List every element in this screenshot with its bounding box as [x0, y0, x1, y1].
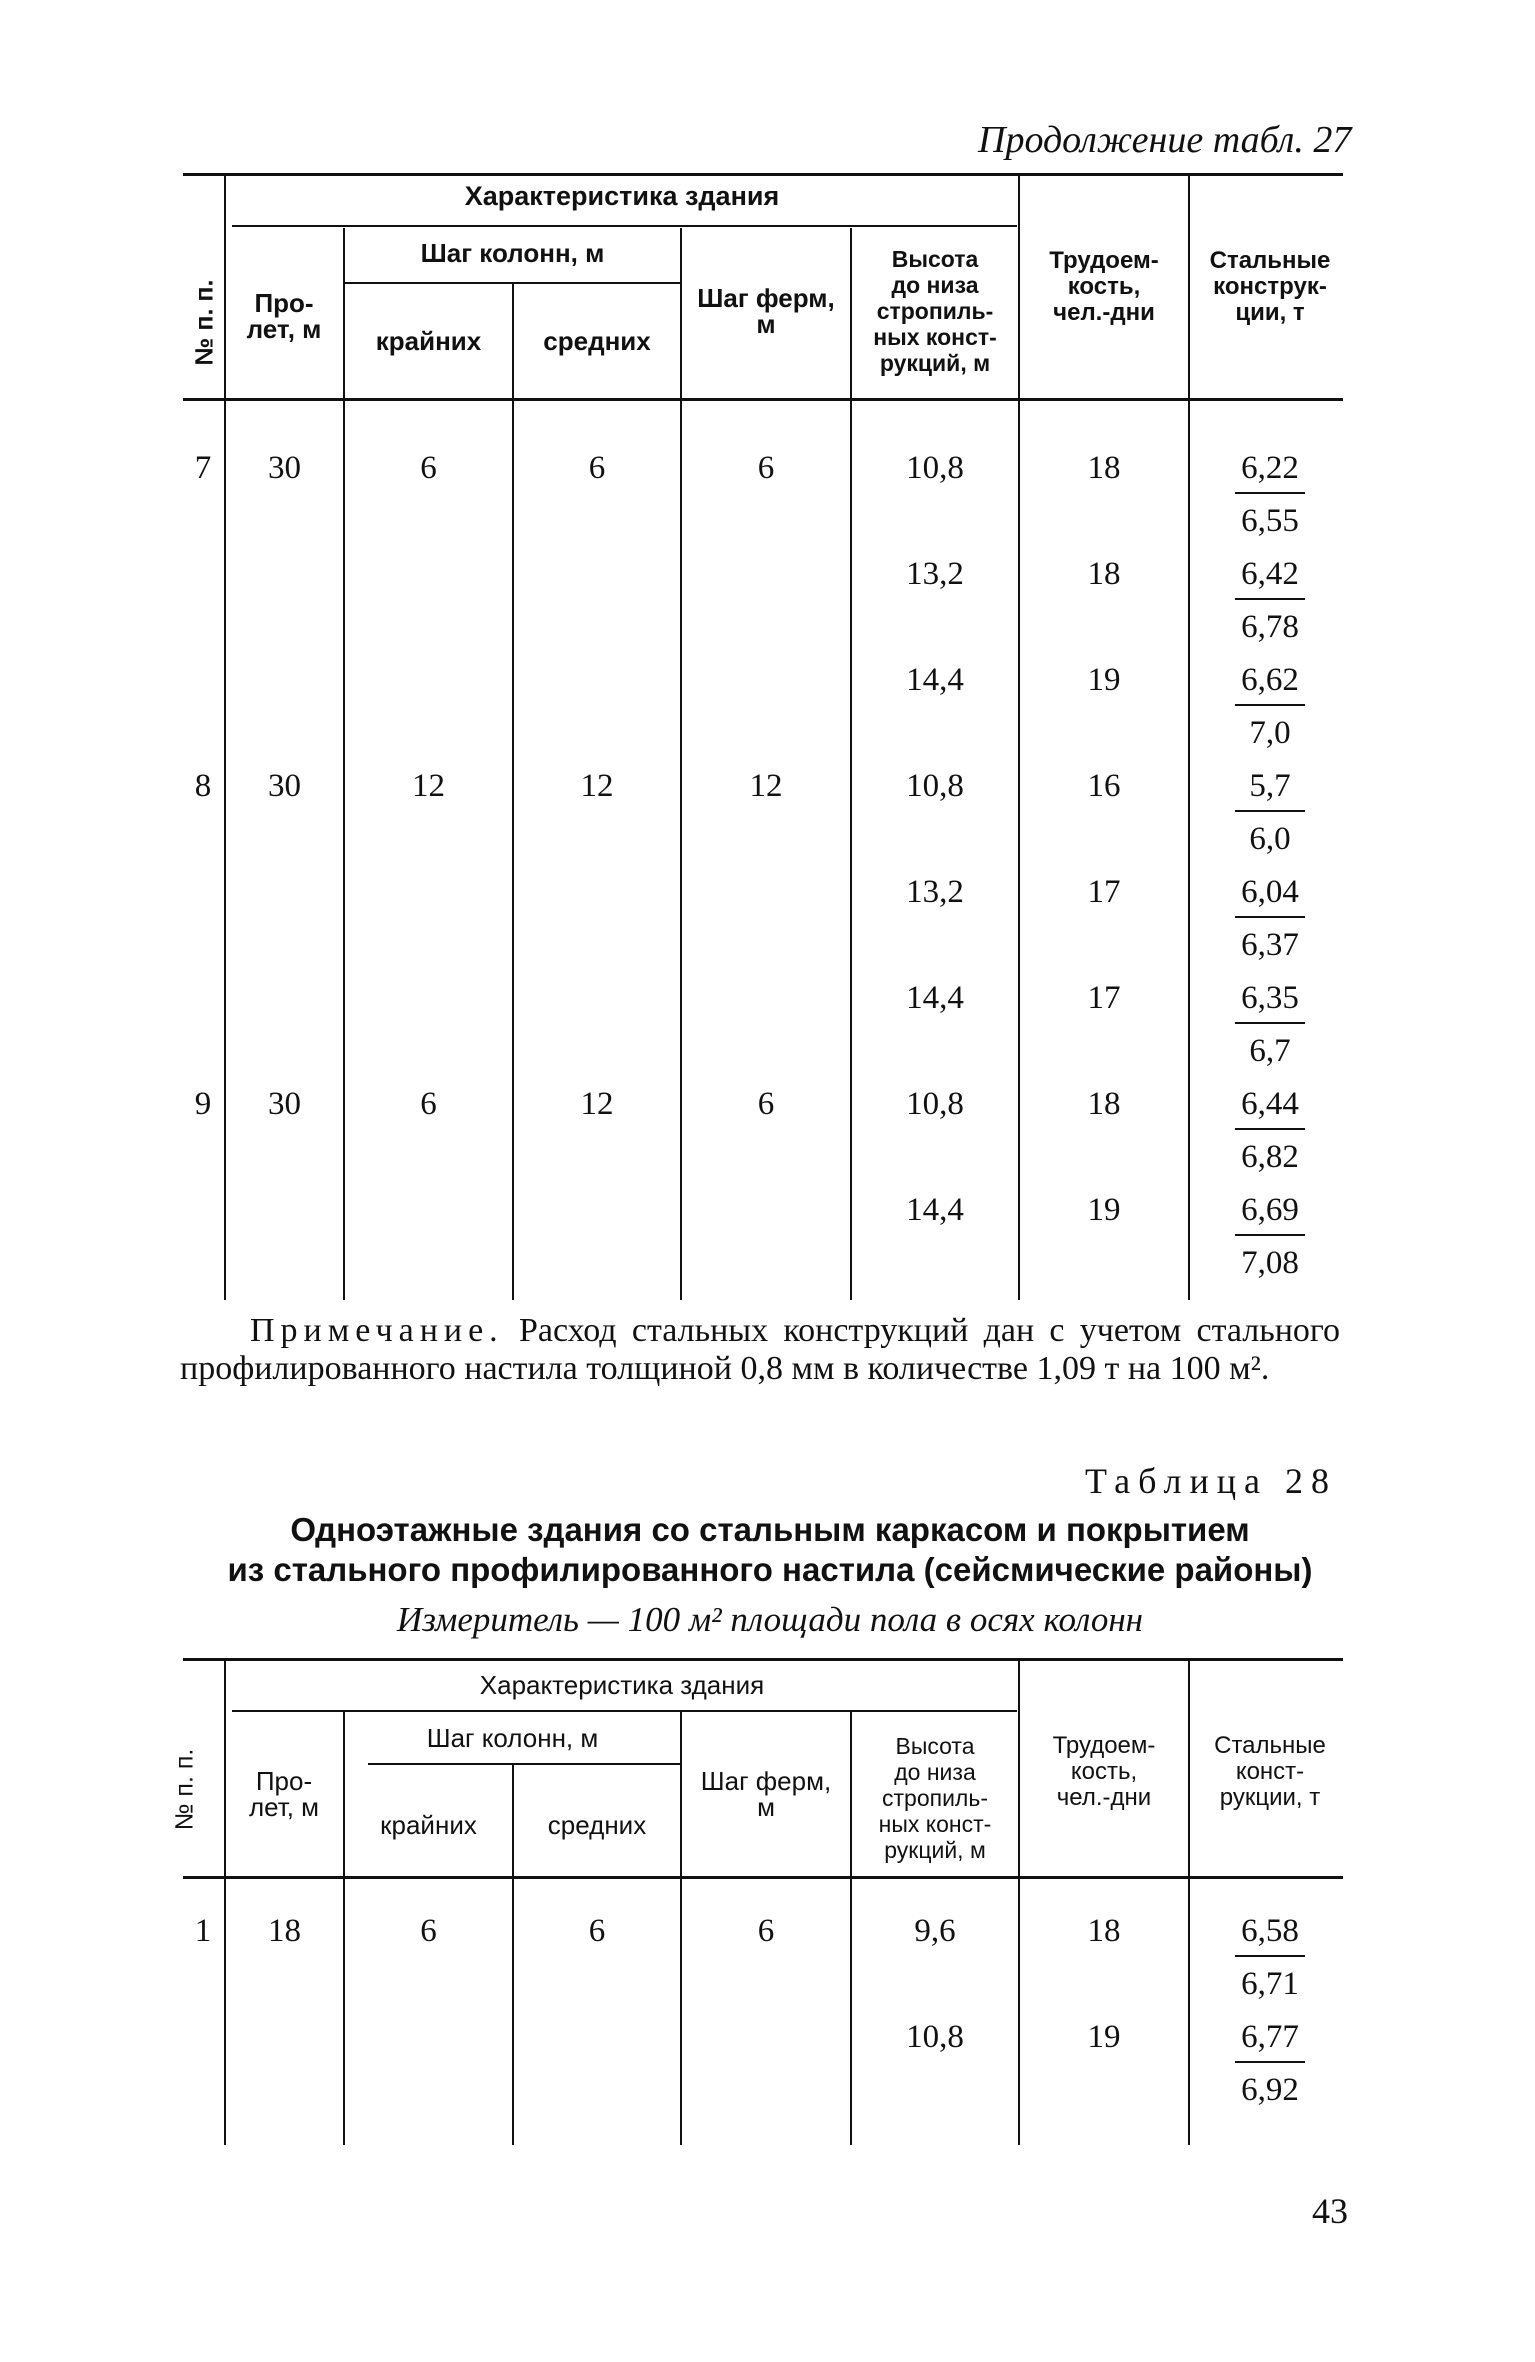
- outer-columns-header: крайних: [375, 326, 482, 356]
- rule: [368, 1763, 680, 1765]
- fraction-line: [1235, 1128, 1305, 1130]
- truss-step-header: Шаг ферм, м: [697, 283, 835, 339]
- cell-middle: 12: [580, 1086, 614, 1122]
- cell-outer: 6: [420, 1913, 437, 1949]
- cell-outer: 12: [412, 768, 445, 804]
- fraction-line: [1235, 1022, 1305, 1024]
- cell-labor: 18: [1087, 1913, 1121, 1949]
- column-step-header: Шаг колонн, м: [420, 238, 605, 268]
- rule: [343, 228, 345, 1300]
- cell-labor: 19: [1087, 2019, 1121, 2055]
- cell-steel-bottom: 6,78: [1241, 609, 1299, 645]
- cell-steel-bottom: 6,92: [1241, 2072, 1299, 2108]
- measurement-unit: Измеритель — 100 м² площади пола в осях колонн: [396, 1600, 1144, 1639]
- cell-no: 9: [194, 1086, 212, 1122]
- labor-header: Трудоем- кость, чел.-дни: [1052, 1732, 1156, 1811]
- cell-no: 1: [194, 1913, 212, 1949]
- cell-no: 7: [194, 450, 212, 486]
- rule: [183, 1658, 1343, 1661]
- fraction-line: [1235, 1955, 1305, 1957]
- cell-steel-bottom: 6,37: [1241, 927, 1299, 963]
- cell-truss: 6: [757, 1913, 775, 1949]
- fraction-line: [1235, 2061, 1305, 2063]
- cell-steel-bottom: 6,0: [1249, 821, 1291, 857]
- height-header: Высота до низа стропиль- ных конст- рукций, м: [873, 246, 997, 376]
- middle-columns-header: средних: [547, 1810, 647, 1840]
- cell-middle: 6: [588, 1913, 606, 1949]
- cell-height: 14,4: [906, 662, 964, 698]
- cell-steel-top: 6,58: [1241, 1913, 1299, 1949]
- fraction-line: [1235, 492, 1305, 494]
- page-number: 43: [1312, 2191, 1348, 2231]
- cell-labor: 18: [1087, 450, 1121, 486]
- rule: [850, 228, 852, 1300]
- cell-height: 13,2: [906, 556, 964, 592]
- cell-steel-top: 5,7: [1249, 768, 1291, 804]
- cell-steel-top: 6,22: [1241, 450, 1299, 486]
- rule: [232, 1710, 1017, 1712]
- cell-outer: 6: [420, 1086, 437, 1122]
- cell-steel-top: 6,42: [1241, 556, 1299, 592]
- rule: [680, 228, 682, 1300]
- cell-steel-bottom: 6,7: [1249, 1033, 1291, 1069]
- fraction-line: [1235, 916, 1305, 918]
- fraction-line: [1235, 598, 1305, 600]
- table-title-line-2: из стального профилированного настила (сейсмические районы): [227, 1551, 1313, 1588]
- cell-steel-bottom: 6,82: [1241, 1139, 1299, 1175]
- row-number-header: № п. п.: [170, 1748, 199, 1831]
- rule: [183, 398, 1343, 401]
- cell-steel-top: 6,35: [1241, 980, 1299, 1016]
- outer-columns-header: крайних: [380, 1810, 477, 1840]
- cell-height: 13,2: [906, 874, 964, 910]
- cell-outer: 6: [420, 450, 437, 486]
- cell-steel-top: 6,69: [1241, 1192, 1299, 1228]
- note-label: Примечание.: [250, 1312, 504, 1349]
- cell-steel-top: 6,44: [1241, 1086, 1299, 1122]
- cell-height: 9,6: [914, 1913, 956, 1949]
- cell-height: 10,8: [906, 2019, 964, 2055]
- cell-height: 14,4: [906, 980, 964, 1016]
- labor-header: Трудоем- кость, чел.-дни: [1049, 247, 1159, 326]
- cell-steel-bottom: 7,08: [1241, 1245, 1299, 1281]
- cell-labor: 17: [1087, 874, 1121, 910]
- cell-span: 30: [268, 768, 301, 804]
- fraction-line: [1235, 1234, 1305, 1236]
- truss-step-header: Шаг ферм, м: [700, 1766, 832, 1822]
- fraction-line: [1235, 704, 1305, 706]
- cell-span: 30: [268, 1086, 301, 1122]
- cell-no: 8: [194, 768, 212, 804]
- building-characteristics-header: Характеристика здания: [464, 181, 780, 211]
- cell-steel-top: 6,04: [1241, 874, 1299, 910]
- rule: [232, 225, 1017, 227]
- rule: [1188, 175, 1190, 1300]
- note-text: Расход стальных конструкций дан с учетом стального профилированного настила толщиной 0,8 мм в количестве 1,09 т на 100 м².: [180, 1312, 1341, 1387]
- cell-labor: 18: [1087, 1086, 1121, 1122]
- steel-header: Стальные конструк- ции, т: [1209, 247, 1331, 326]
- table-note: [180, 1312, 1340, 1388]
- rule: [183, 173, 1343, 176]
- cell-height: 10,8: [906, 450, 964, 486]
- cell-height: 14,4: [906, 1192, 964, 1228]
- cell-steel-bottom: 7,0: [1249, 715, 1291, 751]
- fraction-line: [1235, 810, 1305, 812]
- steel-header: Стальные конст- рукции, т: [1214, 1732, 1326, 1811]
- cell-height: 10,8: [906, 768, 964, 804]
- span-header: Про- лет, м: [246, 288, 322, 344]
- building-characteristics-header: Характеристика здания: [479, 1670, 765, 1700]
- cell-middle: 12: [580, 768, 614, 804]
- rule: [224, 175, 226, 1300]
- cell-truss: 12: [749, 768, 783, 804]
- table-title-line-1: Одноэтажные здания со стальным каркасом и покрытием: [290, 1511, 1250, 1548]
- column-step-header: Шаг колонн, м: [426, 1723, 599, 1753]
- cell-labor: 19: [1087, 1192, 1121, 1228]
- rule: [224, 1660, 226, 2145]
- table-number: Таблица 28: [1085, 1461, 1337, 1501]
- cell-labor: 19: [1087, 662, 1121, 698]
- cell-height: 10,8: [906, 1086, 964, 1122]
- middle-columns-header: средних: [543, 326, 651, 356]
- cell-truss: 6: [757, 1086, 775, 1122]
- span-header: Про- лет, м: [248, 1766, 320, 1822]
- cell-middle: 6: [588, 450, 606, 486]
- cell-steel-bottom: 6,71: [1241, 1966, 1299, 2002]
- cell-labor: 16: [1087, 768, 1121, 804]
- rule: [183, 1876, 1343, 1879]
- cell-steel-top: 6,62: [1241, 662, 1299, 698]
- height-header: Высота до низа стропиль- ных конст- рукций, м: [878, 1733, 992, 1863]
- continued-caption: Продолжение табл. 27: [978, 119, 1352, 161]
- cell-steel-top: 6,77: [1241, 2019, 1299, 2055]
- rule: [1018, 175, 1020, 1300]
- row-number-header: № п. п.: [190, 279, 219, 366]
- cell-labor: 18: [1087, 556, 1121, 592]
- cell-labor: 17: [1087, 980, 1121, 1016]
- cell-span: 18: [268, 1913, 301, 1949]
- cell-steel-bottom: 6,55: [1241, 503, 1299, 539]
- cell-truss: 6: [757, 450, 775, 486]
- cell-span: 30: [268, 450, 301, 486]
